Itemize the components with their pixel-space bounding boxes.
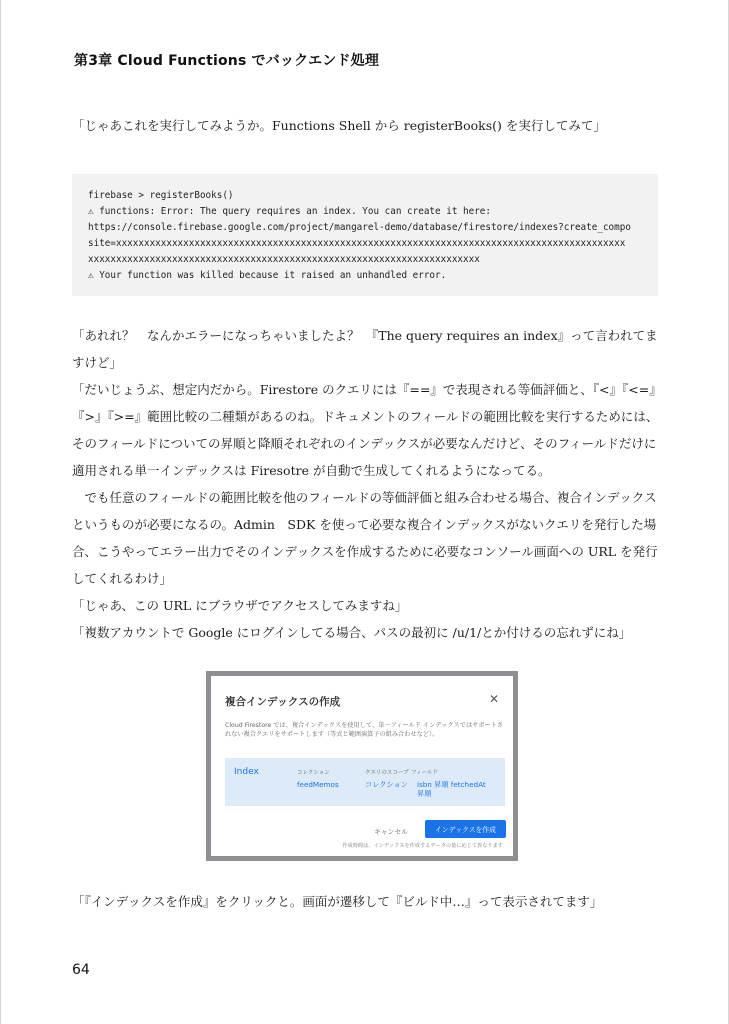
field-value (417, 780, 486, 798)
cancel-button[interactable]: キャンセル (374, 828, 408, 836)
field-value-line1: isbn 昇順 fetchedAt (417, 780, 486, 789)
column-header-field: フィールド (411, 770, 438, 776)
page-edge-left (0, 0, 1, 1024)
dialog-footer-note: 作成時間は、インデックスを作成するデータの量に応じて異なります (342, 843, 503, 849)
paragraph-1-text: 「じゃあこれを実行してみようか。Functions Shell から registerBooks() を実行してみて」 (72, 118, 606, 133)
code-line: site=xxxxxxxxxxxxxxxxxxxxxxxxxxxxxxxxxxxxxxxxxxxxxxxxxxxxxxxxxxxxxxxxxxxxxxxxxxxxxxxxxxxxxxxxxxx (88, 238, 626, 249)
code-line: ⚠ Your function was killed because it raised an unhandled error. (88, 270, 447, 281)
dialog-title: 複合インデックスの作成 (225, 696, 341, 708)
column-header-collection: コレクション (297, 770, 330, 776)
paragraph-4: でも任意のフィールドの範囲比較を他のフィールドの等価評価と組み合わせる場合、複合インデックスというものが必要になるの。Admin SDK を使って必要な複合インデックスがないクエリを発行した場合、こうやってエラー出力でそのインデックスを作成するために必要なコンソール画面への URL を発行してくれるわけ」 (72, 490, 658, 586)
paragraph-2: 「あれれ？ なんかエラーになっちゃいましたよ？ 『The query requires an index』って言われてますけど」 (72, 328, 658, 370)
create-index-dialog (211, 676, 513, 856)
code-line: firebase > registerBooks() (88, 190, 234, 201)
paragraph-3: 「だいじょうぶ、想定内だから。Firestore のクエリには『==』で表現される等価評価と、『<』『<=』『>』『>=』範囲比較の二種類があるのね。ドキュメントのフィールドの範囲比較を実行するためには、そのフィールドについての昇順と降順それぞれのインデックスが必要なんだけど、そのフィールドだけに適用される単一インデックスは Firesotre が自動で生成してくれるようになってる。 (72, 382, 659, 478)
column-header-scope: クエリのスコープ (365, 770, 409, 776)
collection-value: feedMemos (297, 780, 339, 789)
paragraph-6: 「複数アカウントで Google にログインしてる場合、パスの最初に /u/1/とか付けるの忘れずにね」 (72, 625, 632, 640)
code-line: https://console.firebase.google.com/project/mangarel-demo/database/firestore/indexes?create_compo (88, 222, 631, 233)
embedded-screenshot (206, 671, 518, 861)
paragraph-5: 「じゃあ、この URL にブラウザでアクセスしてみますね」 (72, 598, 408, 613)
code-block (72, 174, 658, 296)
code-line: xxxxxxxxxxxxxxxxxxxxxxxxxxxxxxxxxxxxxxxxxxxxxxxxxxxxxxxxxxxxxxxxxxxxxx (88, 254, 480, 265)
close-icon[interactable]: ✕ (488, 692, 499, 706)
index-table (225, 758, 505, 806)
page-number: 64 (72, 962, 90, 978)
chapter-header: 第3章 Cloud Functions でバックエンド処理 (74, 53, 380, 69)
index-label: Index (234, 767, 259, 777)
field-value-line2: 昇順 (417, 789, 432, 798)
paragraph-1 (72, 112, 660, 139)
create-index-button[interactable]: インデックスを作成 (425, 820, 506, 838)
code-line: ⚠ functions: Error: The query requires an index. You can create it here: (88, 206, 491, 217)
paragraph-7: 「『インデックスを作成』をクリックと。画面が遷移して『ビルド中…』って表示されてます」 (72, 894, 603, 909)
scope-value: コレクション (365, 780, 408, 789)
dialog-description: Cloud Firestore では、複合インデックスを使用して、単一フィールド インデックスではサポートされない複合クエリをサポートします（等式と範囲演算子の組み合わせなど）。 (225, 722, 504, 738)
